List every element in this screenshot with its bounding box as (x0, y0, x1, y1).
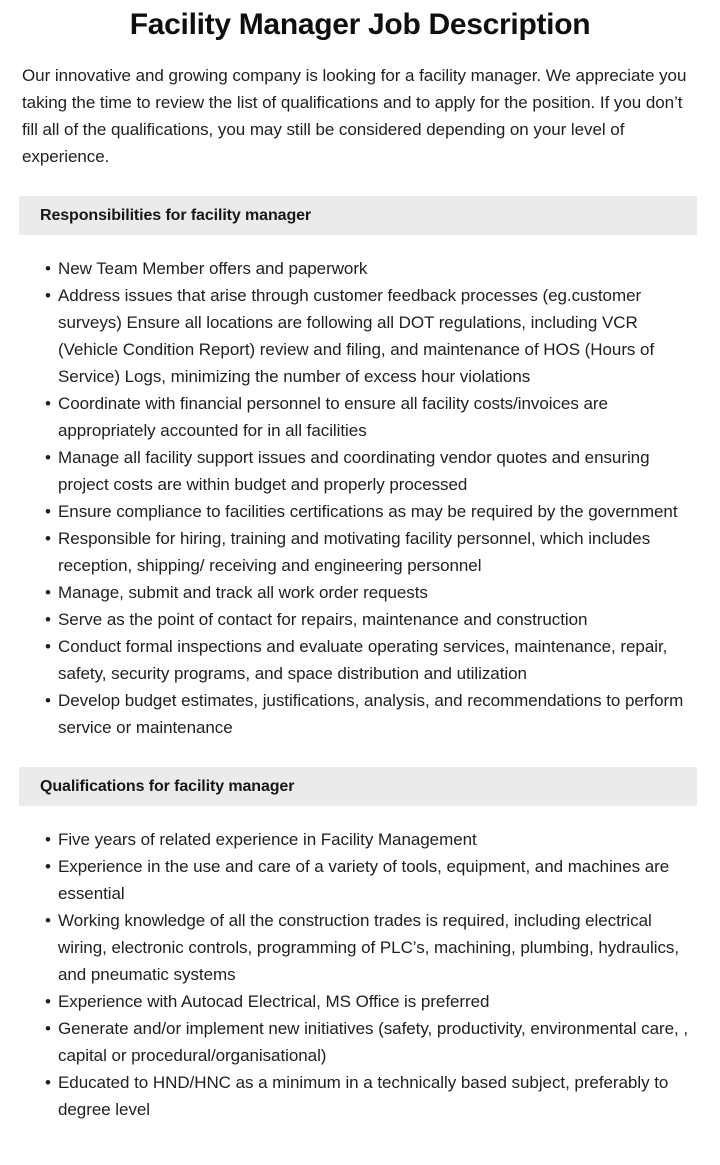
page-title: Facility Manager Job Description (129, 8, 591, 41)
bottom-spacer (0, 1123, 720, 1133)
section-header-qualifications (19, 767, 697, 806)
list-item-text: Educated to HND/HNC as a minimum in a technically based subject, preferably to degree level (58, 1073, 669, 1119)
bullet-icon: • (45, 448, 51, 467)
list-item (45, 444, 698, 498)
list-item (45, 606, 698, 633)
bullet-icon: • (45, 1073, 51, 1092)
section-header-responsibilities (19, 196, 697, 235)
list-item (45, 579, 698, 606)
list-item (45, 826, 698, 853)
list-item-text: Experience with Autocad Electrical, MS Office is preferred (58, 992, 490, 1011)
list-item-text: Address issues that arise through customer feedback processes (eg.customer surveys) Ensure all locations are following all DOT regulations, including VCR (Vehicle Condition Report) review and filing, and maintenance of HOS (Hours of Service) Logs, minimizing the number of excess hour violations (58, 286, 655, 386)
list-item-text: Conduct formal inspections and evaluate operating services, maintenance, repair, safety, security programs, and space distribution and utilization (58, 637, 668, 683)
list-item-text: Experience in the use and care of a variety of tools, equipment, and machines are essential (58, 857, 670, 903)
list-item-text: Manage, submit and track all work order requests (58, 583, 428, 602)
list-item (45, 390, 698, 444)
list-item (45, 907, 698, 988)
list-item-text: Serve as the point of contact for repairs, maintenance and construction (58, 610, 588, 629)
bullet-icon: • (45, 637, 51, 656)
list-item (45, 498, 698, 525)
list-item-text: Working knowledge of all the construction trades is required, including electrical wiring, electronic controls, programming of PLC’s, machining, plumbing, hydraulics, and pneumatic systems (58, 911, 680, 984)
bullet-icon: • (45, 830, 51, 849)
list-item-text: Develop budget estimates, justifications, analysis, and recommendations to perform service or maintenance (58, 691, 684, 737)
list-item-text: Five years of related experience in Facility Management (58, 830, 477, 849)
list-item (45, 255, 698, 282)
bullet-icon: • (45, 691, 51, 710)
list-item-text: Manage all facility support issues and coordinating vendor quotes and ensuring project costs are within budget and properly processed (58, 448, 650, 494)
bullet-icon: • (45, 992, 51, 1011)
section-heading-label: Qualifications for facility manager (40, 778, 295, 795)
bullet-icon: • (45, 610, 51, 629)
list-item (45, 988, 698, 1015)
bullet-icon: • (45, 583, 51, 602)
qualifications-list (0, 806, 720, 1123)
list-item (45, 282, 698, 390)
section-heading-label: Responsibilities for facility manager (40, 207, 312, 224)
bullet-icon: • (45, 857, 51, 876)
list-item-text: New Team Member offers and paperwork (58, 259, 368, 278)
bullet-icon: • (45, 502, 51, 521)
list-item-text: Generate and/or implement new initiatives (safety, productivity, environmental care, , capital or procedural/organisational) (58, 1019, 689, 1065)
list-item (45, 687, 698, 741)
responsibilities-list (0, 235, 720, 741)
list-item (45, 633, 698, 687)
bullet-icon: • (45, 286, 51, 305)
list-item (45, 853, 698, 907)
list-item (45, 1015, 698, 1069)
bullet-icon: • (45, 911, 51, 930)
bullet-icon: • (45, 394, 51, 413)
list-item (45, 525, 698, 579)
intro-paragraph: Our innovative and growing company is looking for a facility manager. We appreciate you taking the time to review the list of qualifications and to apply for the position. If you don’t fill all of the qualifications, you may still be considered depending on your level of experience. (22, 66, 687, 166)
bullet-icon: • (45, 529, 51, 548)
bullet-icon: • (45, 259, 51, 278)
list-item-text: Ensure compliance to facilities certifications as may be required by the government (58, 502, 678, 521)
list-item-text: Responsible for hiring, training and motivating facility personnel, which includes reception, shipping/ receiving and engineering personnel (58, 529, 651, 575)
list-item-text: Coordinate with financial personnel to ensure all facility costs/invoices are appropriately accounted for in all facilities (58, 394, 608, 440)
list-item (45, 1069, 698, 1123)
bullet-icon: • (45, 1019, 51, 1038)
